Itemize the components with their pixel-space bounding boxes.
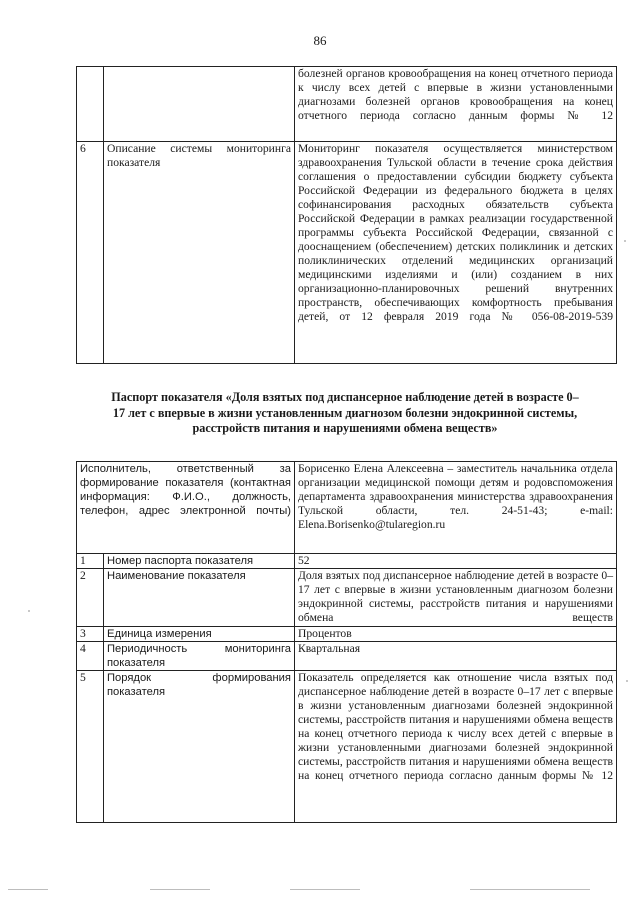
table-row	[77, 142, 617, 364]
scan-artifact-line	[470, 889, 590, 890]
row-num: 5	[77, 671, 104, 823]
row-value: 52	[295, 554, 617, 569]
row-value: Процентов	[295, 627, 617, 642]
row-num: 1	[77, 554, 104, 569]
row-num: 4	[77, 642, 104, 671]
table-row-executor	[77, 462, 617, 554]
row-label: Единица измерения	[104, 627, 295, 642]
scan-artifact-line	[150, 889, 210, 890]
row-num: 6	[77, 142, 104, 364]
executor-value: Борисенко Елена Алексеевна – заместитель начальника отдела организации медицинской помощи детям и родовспоможения департамента здравоохранения министерства здравоохранения Тульской области, тел. 24-51-43; e-mail: Elena.Borisenko@tularegion.ru	[295, 462, 617, 554]
row-value: Показатель определяется как отношение числа взятых под диспансерное наблюдение детей в возрасте 0–17 лет с впервые в жизни установленным диагнозами болезней эндокринной системы, расстройств питания и нарушениями обмена веществ на конец отчетного периода к числу всех детей с впервые в жизни установленными диагнозами болезней эндокринной системы, расстройств питания и нарушениями обмена веществ на конец отчетного периода согласно данным формы № 12	[295, 671, 617, 823]
row-label: Номер паспорта показателя	[104, 554, 295, 569]
row-num: 2	[77, 569, 104, 627]
table-row	[77, 67, 617, 142]
row-label: Описание системы мониторинга показателя	[104, 142, 295, 364]
row-label-cell	[104, 67, 295, 142]
row-num-cell	[77, 67, 104, 142]
row-label: Порядок формирования показателя	[104, 671, 295, 823]
scan-artifact-dot	[626, 680, 628, 682]
top-table	[76, 66, 617, 364]
row-value: Доля взятых под диспансерное наблюдение детей в возрасте 0–17 лет с впервые в жизни установленным диагнозом болезни эндокринной системы, расстройств питания и нарушениями обмена веществ	[295, 569, 617, 627]
row-value-continuation: болезней органов кровообращения на конец отчетного периода к числу всех детей с впервые в жизни установленными диагнозами болезней органов кровообращения на конец отчетного периода согласно данным формы № 12	[295, 67, 617, 142]
scan-artifact-dot	[624, 240, 626, 242]
page-number: 86	[313, 33, 327, 48]
scan-artifact-line	[290, 889, 360, 890]
row-label: Наименование показателя	[104, 569, 295, 627]
executor-label: Исполнитель, ответственный за формирование показателя (контактная информация: Ф.И.О., должность, телефон, адрес электронной почты)	[77, 462, 295, 554]
table-row	[77, 642, 617, 671]
table-row	[77, 671, 617, 823]
table-row	[77, 569, 617, 627]
row-value: Квартальная	[295, 642, 617, 671]
row-label: Периодичность мониторинга показателя	[104, 642, 295, 671]
bottom-table	[76, 461, 617, 823]
table-row	[77, 554, 617, 569]
table-row	[77, 627, 617, 642]
row-value: Мониторинг показателя осуществляется министерством здравоохранения Тульской области в течение срока действия соглашения о предоставлении субсидии бюджету субъекта Российской Федерации из федерального бюджета в целях софинансирования расходных обязательств субъекта Российской Федерации в рамках реализации государственной программы субъекта Российской Федерации, связанной с дооснащением (обеспечением) детских поликлиник и детских поликлинических отделений медицинских организаций медицинскими изделиями и (или) созданием в них организационно-планировочных решений внутренних пространств, обеспечивающих комфортность пребывания детей, от 12 февраля 2019 года № 056-08-2019-539	[295, 142, 617, 364]
passport-heading: Паспорт показателя «Доля взятых под диспансерное наблюдение детей в возрасте 0–17 лет с впервые в жизни установленным диагнозом болезни эндокринной системы, расстройств питания и нарушениями обмена веществ»	[111, 390, 579, 435]
scan-artifact-line	[8, 889, 48, 890]
scan-artifact-dot	[28, 610, 30, 612]
row-num: 3	[77, 627, 104, 642]
